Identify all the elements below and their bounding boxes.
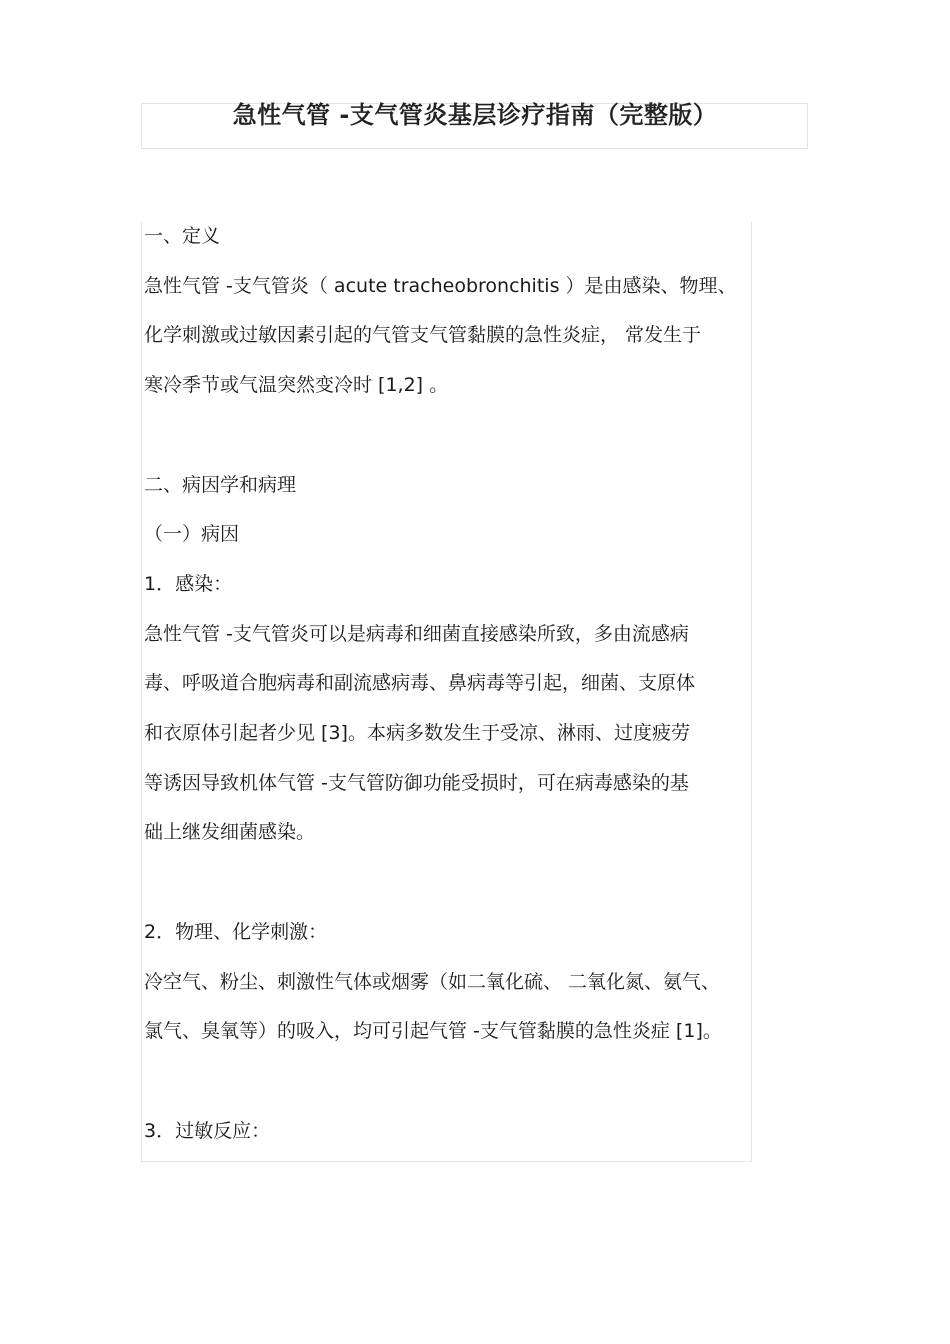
- paragraph-line: 化学刺激或过敏因素引起的气管支气管黏膜的急性炎症， 常发生于: [144, 324, 702, 347]
- paragraph-line: 和衣原体引起者少见 [3]。本病多数发生于受凉、淋雨、过度疲劳: [144, 722, 690, 745]
- paragraph-line: 急性气管 -支气管炎（ acute tracheobronchitis ）是由感染、物理、: [144, 274, 737, 297]
- document-body: [144, 212, 756, 1156]
- document-title: 急性气管 -支气管炎基层诊疗指南（完整版）: [232, 101, 718, 129]
- paragraph-line: 等诱因导致机体气管 -支气管防御功能受损时，可在病毒感染的基: [144, 771, 689, 794]
- paragraph-line: 急性气管 -支气管炎可以是病毒和细菌直接感染所致，多由流感病: [144, 622, 689, 645]
- item-heading-allergy: 3．过敏反应：: [144, 1119, 271, 1142]
- paragraph-line: 冷空气、粉尘、刺激性气体或烟雾（如二氧化硫、 二氧化氮、氨气、: [144, 970, 721, 993]
- item-heading-physical-chemical: 2．物理、化学刺激：: [144, 920, 328, 943]
- paragraph-gap: [144, 858, 756, 908]
- paragraph-line: 毒、呼吸道合胞病毒和副流感病毒、鼻病毒等引起，细菌、支原体: [144, 672, 696, 695]
- section-heading-definition: 一、定义: [144, 225, 221, 247]
- paragraph-line: 寒冷季节或气温突然变冷时 [1,2] 。: [144, 374, 449, 397]
- section-heading-etiology: 二、病因学和病理: [144, 473, 297, 496]
- paragraph-gap: [144, 411, 756, 461]
- item-heading-infection: 1．感染：: [144, 572, 233, 595]
- paragraph-line: 氯气、臭氧等）的吸入，均可引起气管 -支气管黏膜的急性炎症 [1]。: [144, 1020, 722, 1043]
- subsection-heading-cause: （一）病因: [144, 523, 240, 546]
- paragraph-gap: [144, 1057, 756, 1107]
- paragraph-line: 础上继发细菌感染。: [144, 821, 316, 844]
